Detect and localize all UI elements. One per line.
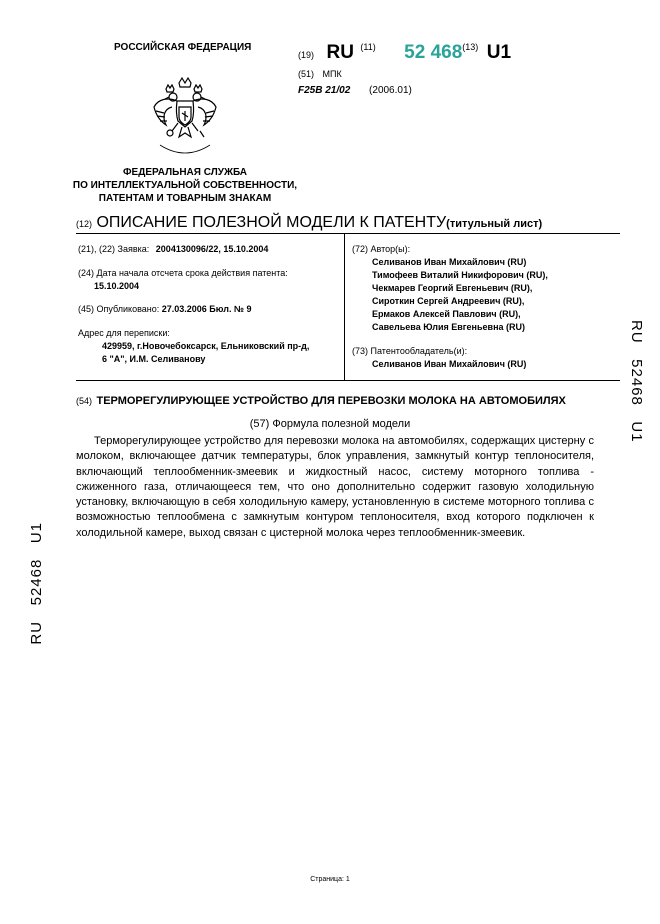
correspondence-address bbox=[78, 327, 340, 366]
office-code: RU bbox=[326, 42, 354, 63]
title-main: ОПИСАНИЕ ПОЛЕЗНОЙ МОДЕЛИ К ПАТЕНТУ bbox=[96, 214, 447, 231]
page-footer: Страница: 1 bbox=[310, 876, 350, 883]
published-label: Опубликовано: bbox=[96, 304, 160, 314]
application-value: 2004130096/22, 15.10.2004 bbox=[155, 244, 269, 254]
author-item: Селиванов Иван Михайлович (RU) bbox=[372, 257, 527, 267]
term-start-label: Дата начала отсчета срока действия патента: bbox=[96, 268, 288, 278]
address-line: 429959, г.Новочебоксарск, Ельниковский пр-д, bbox=[102, 341, 310, 351]
inid-code-51: (51) bbox=[298, 69, 315, 79]
patent-number: 52 468 bbox=[404, 42, 463, 63]
side-number-right: RU 52468 U1 bbox=[628, 320, 645, 443]
published-value: 27.03.2006 Бюл. № 9 bbox=[161, 304, 252, 314]
side-number-left: RU 52468 U1 bbox=[28, 522, 45, 645]
agency-name bbox=[60, 166, 310, 205]
patent-owner-value: Селиванов Иван Михайлович (RU) bbox=[372, 359, 527, 369]
claims-text: Терморегулирующее устройство для перевозки молока на автомобилях, содержащих цистерну с молоком, включающее датчик температуры, блок управления, замкнутый контур теплоносителя, включающий теплообменник-змеевик и жидкостный насос, систему моторного топлива - сжиженного газа, отличающееся тем, что оно дополнительно содержит газовую холодильную установку, включающую в себя холодильную камеру, установленную в системе моторного топлива с возможностью теплообмена с замкнутым контуром теплоносителя, вход которого подключен к холодильной камере, выход связан с цистерной молока через теплообменник-змеевик. bbox=[76, 435, 594, 539]
inid-code-45: (45) bbox=[78, 304, 95, 314]
inid-code-19: (19) bbox=[298, 50, 315, 60]
claims-heading: (57) Формула полезной модели bbox=[249, 418, 411, 430]
ipc-version: (2006.01) bbox=[369, 85, 412, 96]
ipc-row bbox=[298, 85, 412, 96]
kind-code: U1 bbox=[486, 42, 512, 63]
invention-title-text: ТЕРМОРЕГУЛИРУЮЩЕЕ УСТРОЙСТВО ДЛЯ ПЕРЕВОЗКИ МОЛОКА НА АВТОМОБИЛЯХ bbox=[96, 395, 566, 407]
author-item: Чекмарев Георгий Евгеньевич (RU), bbox=[372, 283, 533, 293]
application-label: Заявка: bbox=[117, 244, 150, 254]
country-name: РОССИЙСКАЯ ФЕДЕРАЦИЯ bbox=[114, 42, 252, 53]
inid-code-13: (13) bbox=[462, 42, 479, 52]
inid-code-72: (72) bbox=[352, 244, 369, 254]
table-column-divider bbox=[344, 233, 345, 380]
inid-code-54: (54) bbox=[76, 396, 93, 406]
mpk-label: МПК bbox=[322, 69, 342, 79]
inid-code-11: (11) bbox=[360, 42, 376, 52]
address-line: 6 "А", И.М. Селиванову bbox=[102, 354, 206, 364]
publication-number-row bbox=[298, 42, 511, 64]
application-field bbox=[78, 243, 340, 256]
ipc-class: F25B 21/02 bbox=[298, 85, 351, 96]
agency-line: ПАТЕНТАМ И ТОВАРНЫМ ЗНАКАМ bbox=[98, 193, 272, 204]
term-start-value: 15.10.2004 bbox=[94, 281, 140, 291]
address-label: Адрес для переписки: bbox=[78, 328, 170, 338]
agency-line: ФЕДЕРАЛЬНАЯ СЛУЖБА bbox=[122, 167, 248, 178]
inid-code-12: (12) bbox=[76, 219, 93, 229]
agency-line: ПО ИНТЕЛЛЕКТУАЛЬНОЙ СОБСТВЕННОСТИ, bbox=[72, 180, 298, 191]
inid-code-21-22: (21), (22) bbox=[78, 244, 116, 254]
author-item: Ермаков Алексей Павлович (RU), bbox=[372, 309, 521, 319]
inid-code-73: (73) bbox=[352, 346, 369, 356]
invention-title bbox=[76, 391, 566, 409]
author-item: Сироткин Сергей Андреевич (RU), bbox=[372, 296, 525, 306]
emblem-drawing bbox=[150, 75, 220, 165]
document-title bbox=[76, 214, 542, 232]
mpk-row bbox=[298, 69, 342, 79]
authors-label: Автор(ы): bbox=[370, 244, 411, 254]
authors-field bbox=[352, 243, 602, 334]
author-item: Савельева Юлия Евгеньевна (RU) bbox=[372, 322, 525, 332]
inid-code-24: (24) bbox=[78, 268, 95, 278]
title-sub: (титульный лист) bbox=[446, 218, 543, 230]
claims-body bbox=[76, 434, 594, 541]
russian-coat-of-arms-icon bbox=[150, 75, 220, 165]
term-start-field bbox=[78, 267, 340, 293]
published-field bbox=[78, 303, 340, 316]
patent-owner-label: Патентообладатель(и): bbox=[370, 346, 468, 356]
patent-owner-field bbox=[352, 345, 602, 371]
author-item: Тимофеев Виталий Никифорович (RU), bbox=[372, 270, 548, 280]
table-top-rule bbox=[76, 233, 620, 234]
table-bottom-rule bbox=[76, 380, 620, 381]
